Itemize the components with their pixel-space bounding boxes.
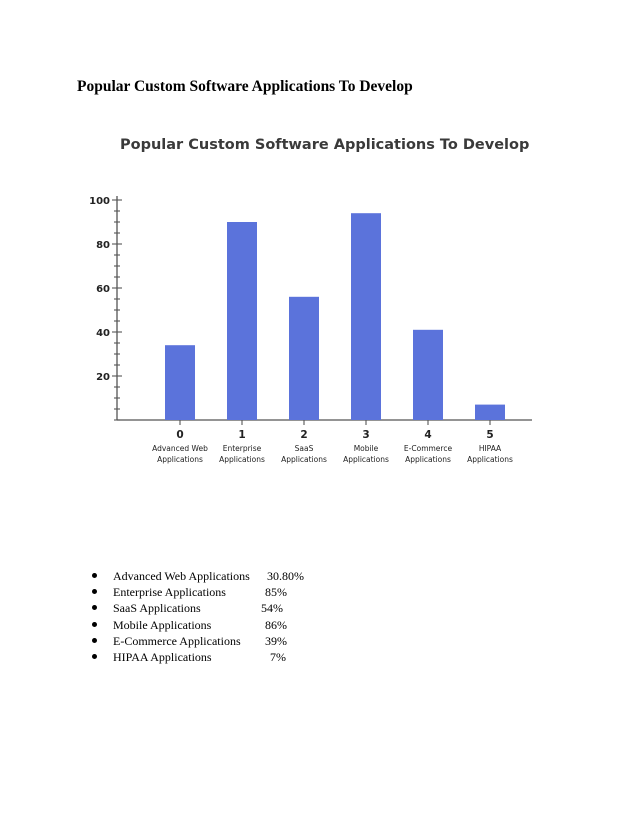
category-label: Advanced Web: [152, 444, 208, 453]
list-item-value: 7%: [270, 649, 286, 664]
category-label: Applications: [219, 455, 265, 464]
bar: [475, 405, 505, 420]
list-item-name: SaaS Applications: [113, 601, 201, 616]
list-item-name: Advanced Web Applications: [113, 569, 250, 583]
bar: [413, 330, 443, 420]
category-label: Applications: [467, 455, 513, 464]
category-label: Applications: [281, 455, 327, 464]
category-label: Applications: [157, 455, 203, 464]
bullet-icon: [92, 589, 97, 594]
category-label: SaaS: [294, 444, 314, 453]
x-axis-labels: [152, 429, 513, 464]
list-item-name: E-Commerce Applications: [113, 633, 241, 648]
bar: [351, 213, 381, 420]
x-tick-label: 2: [300, 429, 308, 441]
bullet-icon: [92, 638, 97, 643]
category-label: Enterprise: [222, 444, 262, 453]
chart-title: Popular Custom Software Applications To Develop: [120, 137, 530, 153]
y-tick-label: 40: [96, 328, 110, 339]
list-item-name: Mobile Applications: [113, 617, 212, 632]
list-item-value: 54%: [261, 601, 283, 616]
y-tick-label: 60: [96, 284, 110, 295]
category-label: Applications: [343, 455, 389, 464]
list-item-value: 85%: [265, 585, 287, 600]
bullet-icon: [92, 605, 97, 610]
bar: [289, 297, 319, 420]
y-tick-label: 100: [89, 196, 110, 207]
category-label: E-Commerce: [403, 444, 453, 453]
category-label: Applications: [405, 455, 451, 464]
bullet-icon: [92, 622, 97, 627]
x-tick-label: 3: [362, 429, 370, 441]
bullet-icon: [92, 654, 97, 659]
bullet-icon: [92, 573, 97, 578]
bars: [165, 213, 505, 425]
category-label: Mobile: [353, 444, 379, 453]
list-item-value: 86%: [265, 617, 287, 632]
y-tick-label: 80: [96, 240, 110, 251]
list-item-name: HIPAA Applications: [113, 649, 212, 664]
x-tick-label: 4: [424, 429, 432, 441]
list-item-name: Enterprise Applications: [113, 585, 226, 600]
bar: [227, 222, 257, 420]
document-heading: Popular Custom Software Applications To Develop: [77, 78, 413, 95]
x-tick-label: 5: [486, 429, 494, 441]
x-tick-label: 1: [238, 429, 246, 441]
list-item-value: 30.80%: [267, 569, 304, 583]
list-item-value: 39%: [265, 633, 287, 648]
x-tick-label: 0: [176, 429, 184, 441]
bar: [165, 345, 195, 420]
y-tick-label: 20: [96, 372, 110, 383]
category-label: HIPAA: [478, 444, 502, 453]
